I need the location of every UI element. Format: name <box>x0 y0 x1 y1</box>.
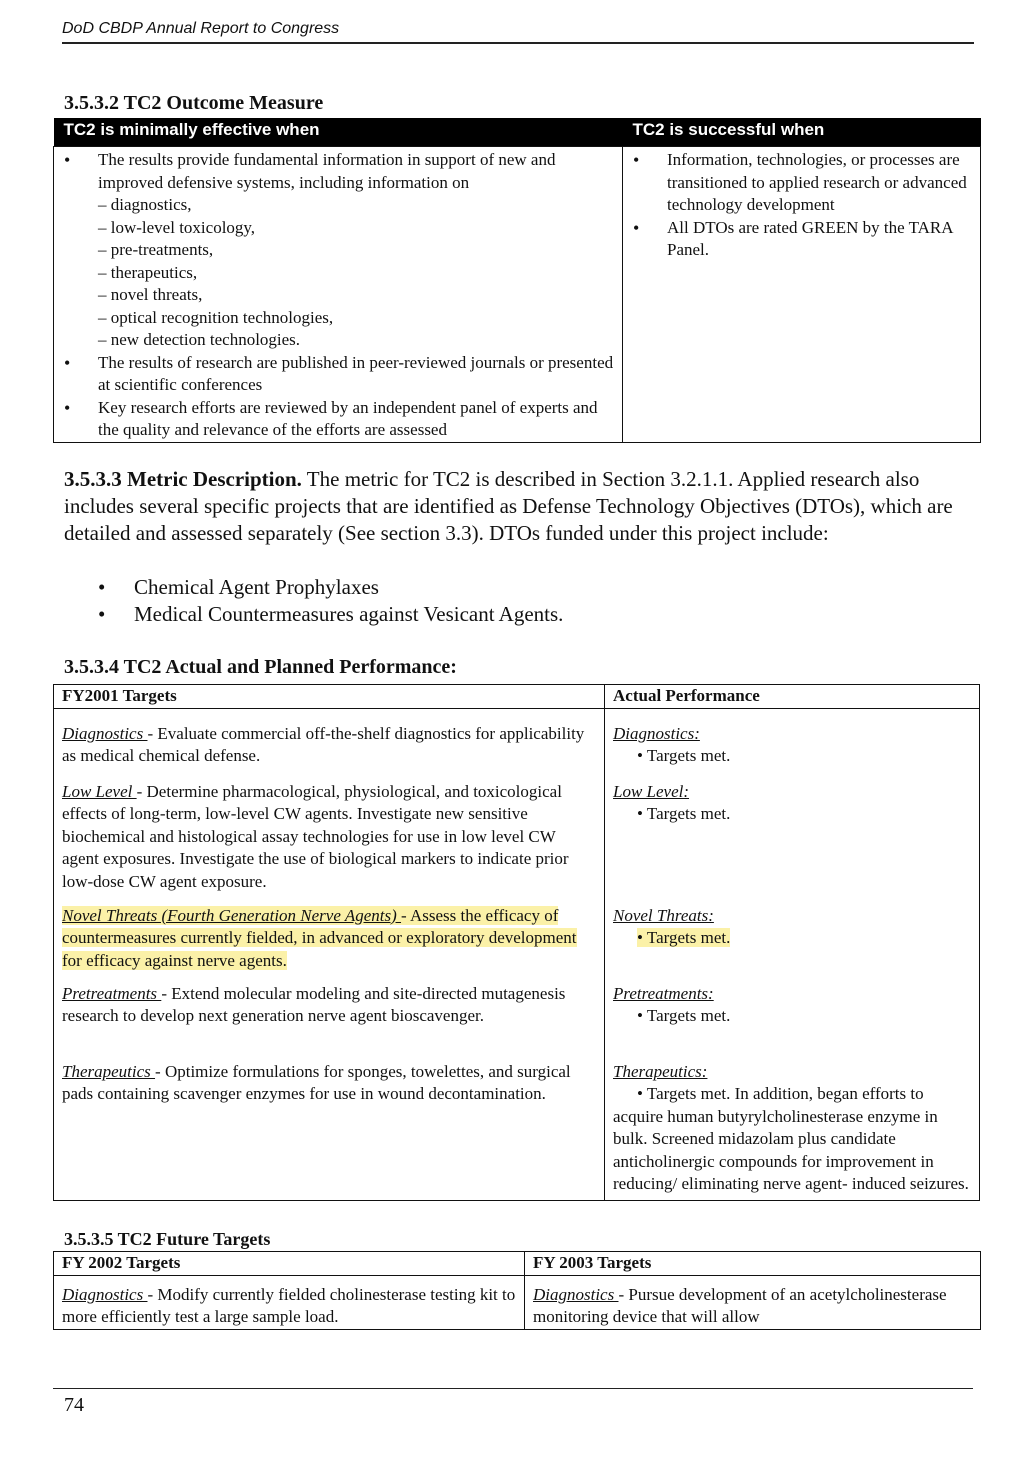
table-row <box>54 1275 981 1329</box>
future-target-text: - Pursue development of an acetylcholinesterase monitoring device that will allow <box>533 1284 947 1326</box>
actual-label: Low Level: <box>613 781 690 801</box>
metric-body: The metric for TC2 is described in Section 3.2.1.1. Applied research also includes several specific projects that are identified as Defense Technology Objectives (DTOs), which are detailed and assessed separately (See section 3.3). DTOs funded under this project include: <box>64 467 953 545</box>
running-header: DoD CBDP Annual Report to Congress <box>62 20 974 44</box>
outcome-minimal-item: • Key research efforts are reviewed by an independent panel of experts and the quality and relevance of the efforts are assessed <box>98 397 616 442</box>
outcome-minimal-item: • The results of research are published in peer-reviewed journals or presented at scientific conferences <box>98 352 616 397</box>
outcome-table <box>53 118 981 443</box>
dto-item: • Medical Countermeasures against Vesicant Agents. <box>96 601 563 628</box>
outcome-subitem: – pre-treatments, <box>98 240 214 259</box>
actual-label: Diagnostics: <box>613 723 700 743</box>
outcome-subitem: – optical recognition technologies, <box>98 307 334 327</box>
outcome-minimal-cell <box>54 147 623 443</box>
footer-divider <box>53 1388 973 1389</box>
outcome-subitem: – low-level toxicology, <box>98 217 256 237</box>
outcome-success-item: • Information, technologies, or processes are transitioned to applied research or advanced technology development <box>667 149 974 217</box>
metric-heading: 3.5.3.3 Metric Description. <box>64 467 302 491</box>
target-label: Low Level <box>62 781 137 801</box>
dto-list <box>96 574 563 628</box>
page-number: 74 <box>64 1394 84 1416</box>
future-target-label: Diagnostics <box>533 1284 619 1304</box>
future-heading: 3.5.3.5 TC2 Future Targets <box>64 1229 271 1249</box>
actual-label: Pretreatments: <box>613 983 714 1003</box>
metric-description <box>64 466 964 547</box>
table-row <box>54 1061 980 1201</box>
table-row <box>54 781 980 905</box>
target-text: - Extend molecular modeling and site-directed mutagenesis research to develop next generation nerve agent bioscavenger. <box>62 983 566 1025</box>
perf-col1-header: FY2001 Targets <box>54 685 605 709</box>
target-label: Pretreatments <box>62 983 162 1003</box>
target-text: - Evaluate commercial off-the-shelf diagnostics for applicability as medical chemical defense. <box>62 723 585 765</box>
table-row <box>54 905 980 983</box>
target-text: - Determine pharmacological, physiological, and toxicological effects of long-term, low-level CW agents. Investigate new sensitive biochemical and histological assay technologies for use in low level CW agent exposures. Investigate the use of biological markers to indicate prior low-dose CW agent exposure. <box>62 781 569 891</box>
future-targets-table <box>53 1251 981 1330</box>
table-row <box>54 983 980 1061</box>
target-label: Diagnostics <box>62 723 148 743</box>
future-target-text: - Modify currently fielded cholinesterase testing kit to more efficiently test a large sample load. <box>62 1284 516 1326</box>
perf-col2-header: Actual Performance <box>605 685 980 709</box>
actual-text: • Targets met. <box>637 1006 731 1025</box>
actual-text: • Targets met. <box>637 746 731 765</box>
outcome-success-cell <box>623 147 981 443</box>
performance-heading: 3.5.3.4 TC2 Actual and Planned Performance: <box>64 656 457 678</box>
actual-label: Novel Threats: <box>613 905 714 925</box>
target-text: - Optimize formulations for sponges, towelettes, and surgical pads containing scavenger enzymes for use in wound decontamination. <box>62 1061 571 1103</box>
outcome-col2-header: TC2 is successful when <box>623 118 981 147</box>
outcome-subitem: – novel threats, <box>98 285 203 304</box>
future-col1-header: FY 2002 Targets <box>54 1252 525 1276</box>
dto-item: • Chemical Agent Prophylaxes <box>96 574 563 601</box>
target-text: - Assess the efficacy of countermeasures currently fielded, in advanced or exploratory development for efficacy against nerve agents. <box>62 905 577 970</box>
outcome-subitem: – diagnostics, <box>98 195 192 214</box>
target-label: Therapeutics <box>62 1061 156 1081</box>
actual-text: • Targets met. <box>637 928 731 947</box>
outcome-success-item: • All DTOs are rated GREEN by the TARA Panel. <box>667 217 974 262</box>
outcome-minimal-item: • The results provide fundamental information in support of new and improved defensive systems, including information on – diagnostics, – low-level toxicology, – pre-treatments, – therapeutics, – novel threats, – optical recognition technologies, – new detection technologies. <box>98 149 616 352</box>
actual-label: Therapeutics: <box>613 1061 708 1081</box>
performance-table <box>53 684 980 1201</box>
future-col2-header: FY 2003 Targets <box>525 1252 981 1276</box>
target-label: Novel Threats (Fourth Generation Nerve Agents) <box>62 905 402 925</box>
outcome-col1-header: TC2 is minimally effective when <box>54 118 623 147</box>
future-target-label: Diagnostics <box>62 1284 148 1304</box>
outcome-subitem: – new detection technologies. <box>98 330 301 349</box>
outcome-subitem: – therapeutics, <box>98 262 198 282</box>
actual-text: • Targets met. <box>637 804 731 823</box>
outcome-heading: 3.5.3.2 TC2 Outcome Measure <box>64 92 324 114</box>
actual-text: • Targets met. In addition, began efforts to acquire human butyrylcholinesterase enzyme in bulk. Screened midazolam plus candidate anticholinergic compounds for improvement in reducing/ eliminating nerve agent- induced seizures. <box>613 1084 969 1193</box>
table-row <box>54 708 980 781</box>
